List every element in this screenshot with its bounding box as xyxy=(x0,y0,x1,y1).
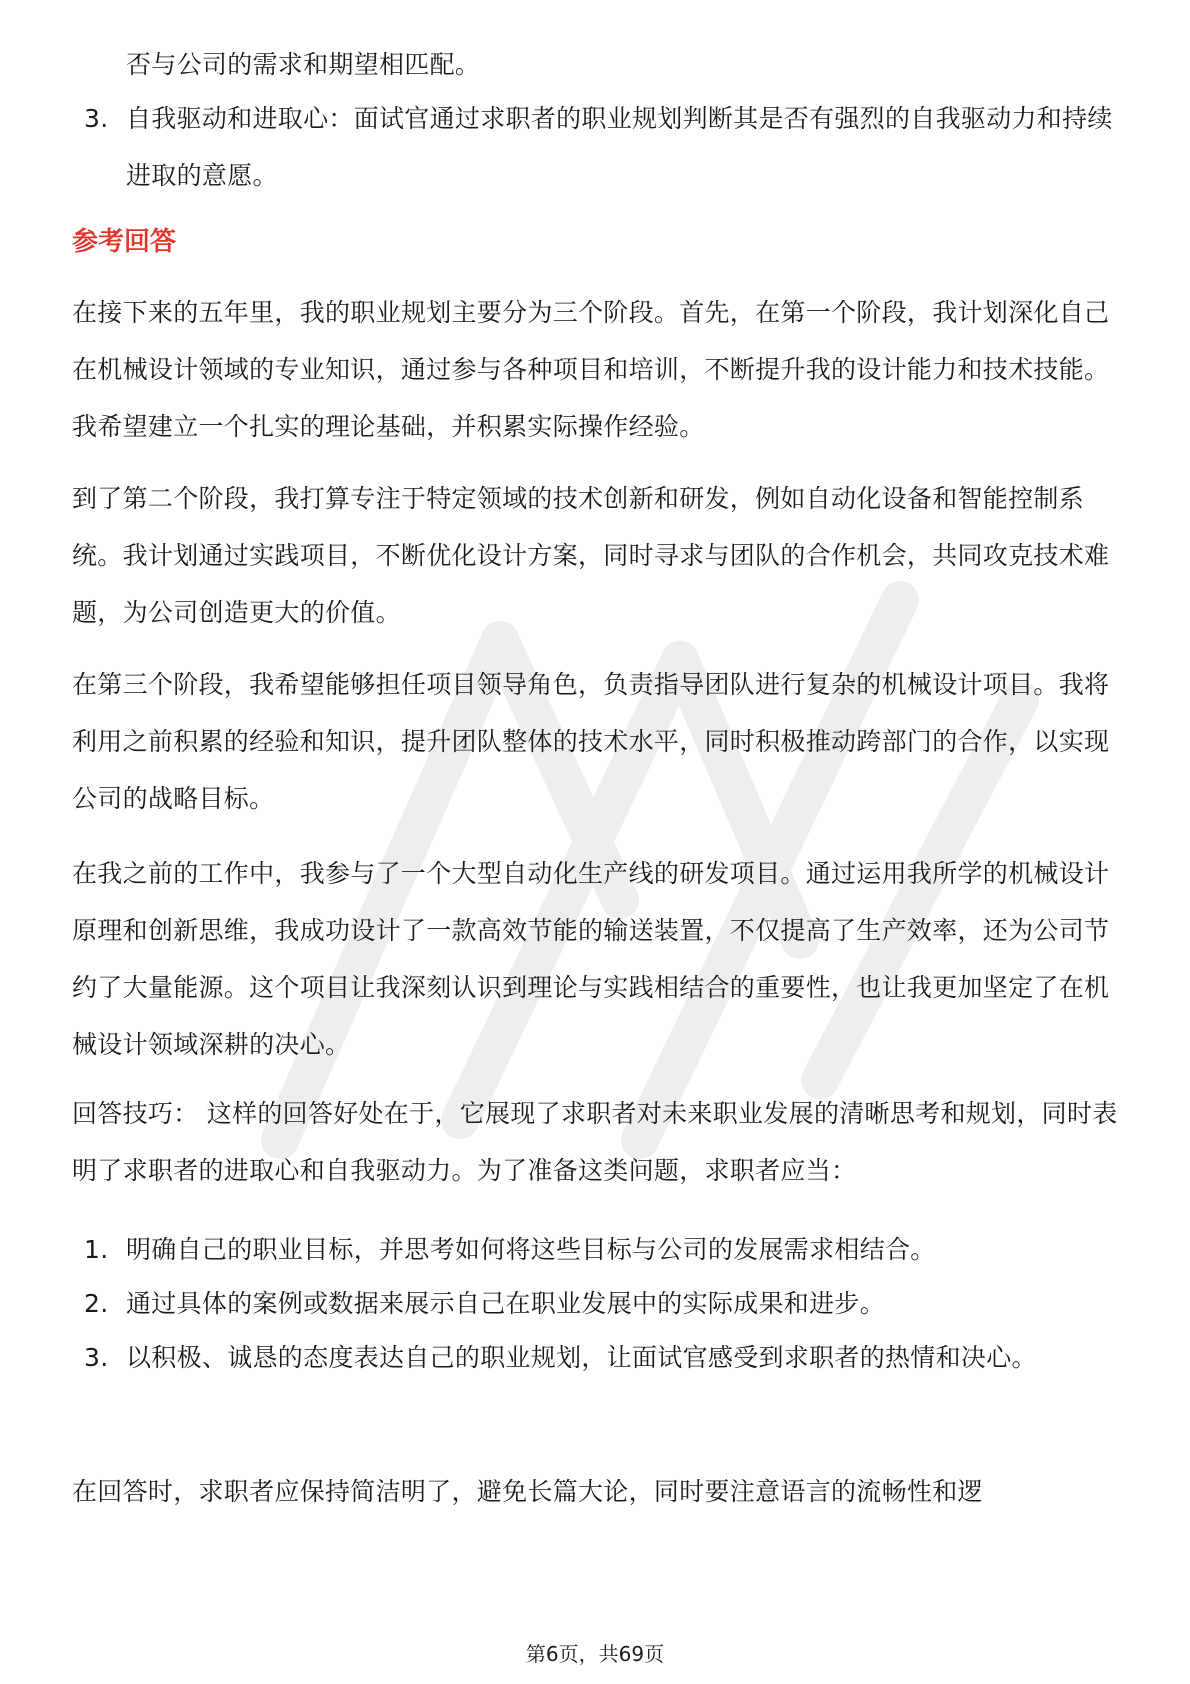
list-text: 以积极、诚恳的态度表达自己的职业规划，让面试官感受到求职者的热情和决心。 xyxy=(126,1343,1037,1372)
tips-intro-paragraph: 回答技巧： 这样的回答好处在于，它展现了求职者对未来职业发展的清晰思考和规划，同时表明了求职者的进取心和自我驱动力。为了准备这类问题，求职者应当： xyxy=(72,1099,1118,1185)
tips-list-item-1 xyxy=(84,1221,1124,1278)
tips-list-item-3 xyxy=(84,1329,1124,1386)
page-footer: 第6页，共69页 xyxy=(525,1642,665,1666)
section-heading: 参考回答 xyxy=(72,227,177,257)
answer-paragraph-3: 在第三个阶段，我希望能够担任项目领导角色，负责指导团队进行复杂的机械设计项目。我将利用之前积累的经验和知识，提升团队整体的技术水平，同时积极推动跨部门的合作，以实现公司的战略目标。 xyxy=(72,670,1110,813)
list-text: 自我驱动和进取心：面试官通过求职者的职业规划判断其是否有强烈的自我驱动力和持续进取的意愿。 xyxy=(126,104,1113,190)
list-text: 明确自己的职业目标，并思考如何将这些目标与公司的发展需求相结合。 xyxy=(126,1235,936,1264)
answer-paragraph-4: 在我之前的工作中，我参与了一个大型自动化生产线的研发项目。通过运用我所学的机械设计原理和创新思维，我成功设计了一款高效节能的输送装置，不仅提高了生产效率，还为公司节约了大量能源。这个项目让我深刻认识到理论与实践相结合的重要性，也让我更加坚定了在机械设计领域深耕的决心。 xyxy=(72,859,1110,1059)
answer-paragraph-1: 在接下来的五年里，我的职业规划主要分为三个阶段。首先，在第一个阶段，我计划深化自己在机械设计领域的专业知识，通过参与各种项目和培训，不断提升我的设计能力和技术技能。我希望建立一个扎实的理论基础，并积累实际操作经验。 xyxy=(72,298,1110,441)
closing-partial-paragraph: 在回答时，求职者应保持简洁明了，避免长篇大论，同时要注意语言的流畅性和逻 xyxy=(72,1477,983,1506)
list-number: 1. xyxy=(84,1235,109,1264)
list-number: 3. xyxy=(84,104,109,133)
list-number: 2. xyxy=(84,1289,109,1318)
list-text: 通过具体的案例或数据来展示自己在职业发展中的实际成果和进步。 xyxy=(126,1289,886,1318)
list-number: 3. xyxy=(84,1343,109,1372)
answer-paragraph-2: 到了第二个阶段，我打算专注于特定领域的技术创新和研发，例如自动化设备和智能控制系统。我计划通过实践项目，不断优化设计方案，同时寻求与团队的合作机会，共同攻克技术难题，为公司创造更大的价值。 xyxy=(72,484,1110,627)
criteria-list-item-3 xyxy=(84,90,1124,204)
tips-list-item-2 xyxy=(84,1275,1124,1332)
top-continuation-text: 否与公司的需求和期望相匹配。 xyxy=(126,50,481,79)
